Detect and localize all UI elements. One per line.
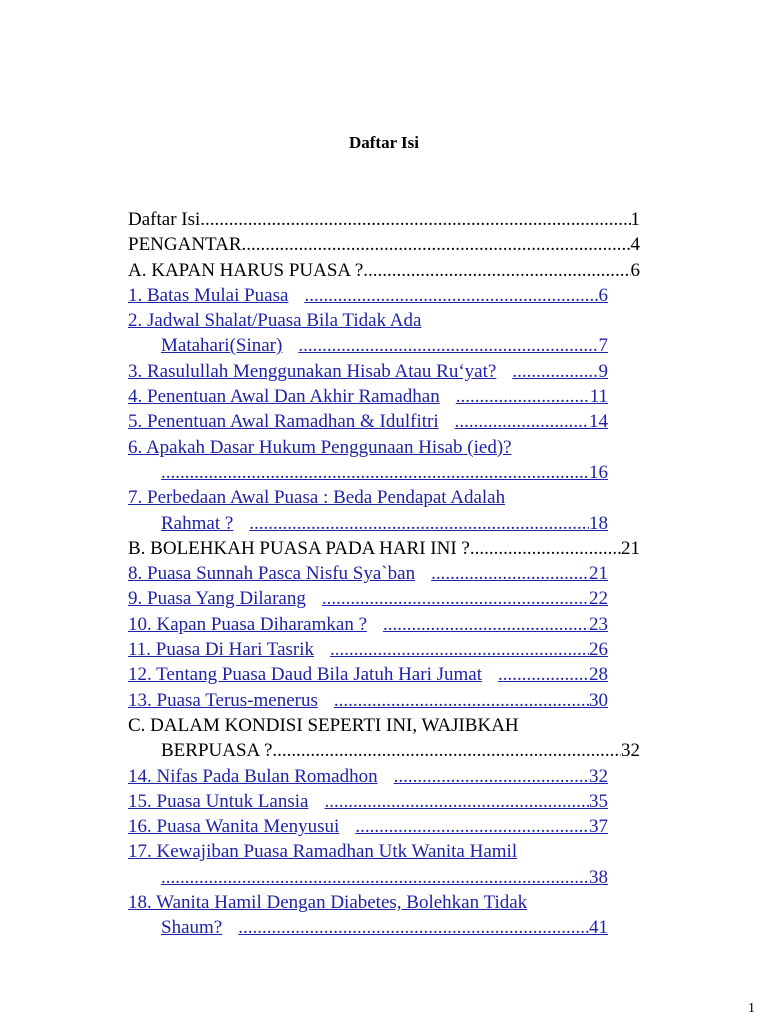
toc-entry — [128, 738, 640, 763]
toc-page-number: 4 — [630, 234, 640, 256]
dot-leader — [222, 915, 589, 940]
toc-entry-text: 18. Wanita Hamil Dengan Diabetes, Bolehkan Tidak — [128, 892, 528, 914]
dot-leader — [367, 612, 589, 637]
page-title: Daftar Isi — [348, 133, 420, 152]
toc-link[interactable] — [128, 485, 608, 510]
toc-link[interactable] — [128, 333, 608, 358]
toc-entry-text: 14. Nifas Pada Bulan Romadhon — [128, 765, 378, 787]
dot-leader — [288, 283, 598, 308]
toc-entry-text: B. BOLEHKAH PUASA PADA HARI INI ? — [128, 537, 470, 559]
toc-page-number: 14 — [589, 411, 608, 433]
toc-page-number: 1 — [630, 209, 640, 230]
toc-entry-text: 2. Jadwal Shalat/Puasa Bila Tidak Ada — [128, 310, 422, 332]
toc-entry — [128, 713, 640, 738]
toc-entry-text: 1. Batas Mulai Puasa — [128, 284, 289, 306]
toc-page-number: 16 — [589, 461, 608, 483]
toc-link[interactable] — [128, 764, 608, 789]
toc-page-number: 6 — [630, 259, 640, 281]
toc-link[interactable] — [128, 890, 608, 915]
toc-entry-text-continued: Rahmat ? — [161, 512, 234, 534]
toc-link[interactable] — [128, 612, 608, 637]
toc-page-number: 32 — [621, 740, 640, 762]
toc-page-number: 38 — [589, 866, 608, 888]
dot-leader — [440, 384, 590, 409]
toc-link[interactable] — [128, 460, 608, 485]
toc-entry-text: 15. Puasa Untuk Lansia — [128, 790, 309, 812]
toc-link[interactable] — [128, 586, 608, 611]
toc-page-number: 26 — [589, 639, 608, 661]
toc-entry-text: C. DALAM KONDISI SEPERTI INI, WAJIBKAH — [128, 714, 519, 736]
toc-link[interactable] — [128, 435, 608, 460]
dot-leader — [318, 688, 589, 713]
toc-link[interactable] — [128, 662, 608, 687]
toc-entry-text: 10. Kapan Puasa Diharamkan ? — [128, 613, 368, 635]
toc-page-number: 30 — [589, 689, 608, 711]
toc-link[interactable] — [128, 637, 608, 662]
toc-page-number: 22 — [589, 588, 608, 610]
dot-leader — [314, 637, 589, 662]
dot-leader — [470, 536, 621, 561]
dot-leader — [339, 814, 589, 839]
toc-link[interactable] — [128, 839, 608, 864]
toc-entry-text-continued: Shaum? — [161, 917, 223, 939]
toc-page-number: 35 — [589, 790, 608, 812]
toc-entry-text: 11. Puasa Di Hari Tasrik — [128, 639, 315, 661]
toc-page-number: 32 — [589, 765, 608, 787]
toc-entry-text: 7. Perbedaan Awal Puasa : Beda Pendapat Adalah — [128, 487, 506, 509]
toc-entry-text: 17. Kewajiban Puasa Ramadhan Utk Wanita Hamil — [128, 841, 518, 863]
table-of-contents — [128, 207, 643, 941]
toc-entry-text-continued: Matahari(Sinar) — [161, 335, 283, 357]
toc-link[interactable] — [128, 915, 608, 940]
toc-page-number: 18 — [589, 512, 608, 534]
dot-leader — [161, 460, 589, 485]
toc-page-number: 21 — [589, 563, 608, 585]
dot-leader — [363, 258, 630, 283]
toc-entry-text: A. KAPAN HARUS PUASA ? — [128, 259, 364, 281]
toc-entry-text-continued: BERPUASA ? — [161, 740, 273, 762]
toc-link[interactable] — [128, 865, 608, 890]
toc-link[interactable] — [128, 789, 608, 814]
toc-entry — [128, 258, 640, 283]
toc-entry-text: 5. Penentuan Awal Ramadhan & Idulfitri — [128, 411, 439, 433]
toc-page-number: 41 — [589, 917, 608, 939]
toc-entry — [128, 536, 640, 561]
toc-link[interactable] — [128, 688, 608, 713]
toc-link[interactable] — [128, 283, 608, 308]
toc-entry-text: 8. Puasa Sunnah Pasca Nisfu Sya`ban — [128, 563, 416, 585]
toc-link[interactable] — [128, 384, 608, 409]
toc-link[interactable] — [128, 359, 608, 384]
dot-leader — [378, 764, 589, 789]
toc-entry-text: 16. Puasa Wanita Menyusui — [128, 816, 340, 838]
dot-leader — [282, 333, 598, 358]
toc-entry-text: Daftar Isi — [128, 209, 201, 230]
dot-leader — [161, 865, 589, 890]
toc-page-number: 23 — [589, 613, 608, 635]
dot-leader — [233, 511, 589, 536]
toc-page-number: 37 — [589, 816, 608, 838]
toc-page-number: 21 — [621, 537, 640, 559]
dot-leader — [496, 359, 598, 384]
toc-link[interactable] — [128, 561, 608, 586]
toc-link[interactable] — [128, 409, 608, 434]
dot-leader — [308, 789, 589, 814]
toc-entry — [128, 207, 640, 232]
toc-entry-text: 9. Puasa Yang Dilarang — [128, 588, 306, 610]
toc-entry-text: 4. Penentuan Awal Dan Akhir Ramadhan — [128, 386, 440, 408]
toc-page-number: 11 — [589, 386, 608, 408]
dot-leader — [272, 738, 621, 763]
dot-leader — [242, 232, 631, 257]
toc-entry-text: 12. Tentang Puasa Daud Bila Jatuh Hari Jumat — [128, 664, 482, 686]
dot-leader — [482, 662, 589, 687]
dot-leader — [439, 409, 589, 434]
dot-leader — [415, 561, 589, 586]
toc-link[interactable] — [128, 511, 608, 536]
toc-entry-text: 3. Rasulullah Menggunakan Hisab Atau Ru‘yat? — [128, 360, 497, 382]
toc-entry — [128, 232, 640, 257]
toc-entry-text: PENGANTAR — [128, 234, 242, 256]
toc-page-number: 6 — [598, 284, 608, 306]
dot-leader — [306, 586, 589, 611]
toc-page-number: 7 — [598, 335, 608, 357]
toc-link[interactable] — [128, 814, 608, 839]
toc-entry-text: 13. Puasa Terus-menerus — [128, 689, 318, 711]
toc-page-number: 28 — [589, 664, 608, 686]
toc-link[interactable] — [128, 308, 608, 333]
toc-page-number: 9 — [598, 360, 608, 382]
page-number: 1 — [748, 1001, 755, 1016]
toc-entry-text: 6. Apakah Dasar Hukum Penggunaan Hisab (ied)? — [128, 436, 512, 458]
dot-leader — [200, 207, 630, 232]
